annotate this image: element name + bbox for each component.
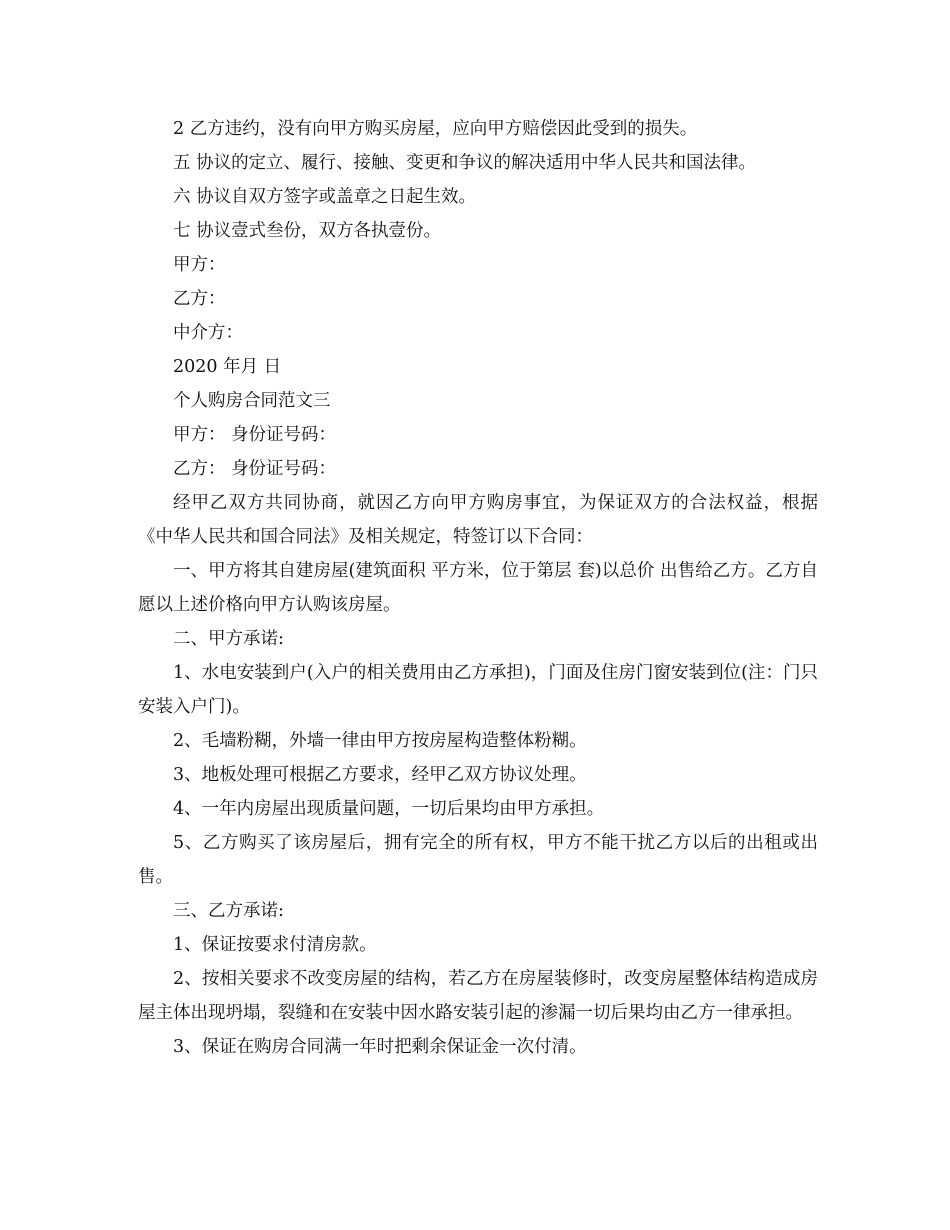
signature-agent: 中介方： — [173, 323, 243, 343]
preamble-paragraph: 经甲乙双方共同协商，就因乙方向甲方购房事宜，为保证双方的合法权益，根据《中华人民共和国合同法》及相关规定，特签订以下合同： — [138, 493, 818, 547]
party-b-item-2: 2、按相关要求不改变房屋的结构，若乙方在房屋装修时，改变房屋整体结构造成房屋主体出现坍塌，裂缝和在安装中因水路安装引起的渗漏一切后果均由乙方一律承担。 — [138, 969, 818, 1023]
clause-effective-date: 六 协议自双方签字或盖章之日起生效。 — [173, 187, 477, 207]
party-b-item-1: 1、保证按要求付清房款。 — [173, 935, 377, 955]
signature-date: 2020 年月 日 — [173, 357, 282, 377]
party-a-item-4: 4、一年内房屋出现质量问题，一切后果均由甲方承担。 — [173, 799, 605, 819]
party-a-item-1: 1、水电安装到户(入户的相关费用由乙方承担)，门面及住房门窗安装到位(注：门只安装入户门)。 — [138, 663, 818, 717]
clause-copies: 七 协议壹式叁份，双方各执壹份。 — [173, 221, 442, 241]
clause-breach-compensation: 2 乙方违约，没有向甲方购买房屋，应向甲方赔偿因此受到的损失。 — [173, 119, 698, 139]
party-b-item-3: 3、保证在购房合同满一年时把剩余保证金一次付清。 — [173, 1037, 587, 1057]
signature-party-b: 乙方： — [173, 289, 226, 309]
heading-party-b-commitments: 三、乙方承诺: — [173, 901, 284, 921]
party-a-item-5: 5、乙方购买了该房屋后，拥有完全的所有权，甲方不能干扰乙方以后的出租或出售。 — [138, 833, 818, 887]
party-a-item-2: 2、毛墙粉糊，外墙一律由甲方按房屋构造整体粉糊。 — [173, 731, 587, 751]
document-body — [138, 112, 818, 1064]
clause-applicable-law: 五 协议的定立、履行、接触、变更和争议的解决适用中华人民共和国法律。 — [173, 153, 757, 173]
section-title: 个人购房合同范文三 — [173, 391, 331, 411]
party-b-id-line: 乙方： 身份证号码： — [173, 459, 337, 479]
signature-party-a: 甲方： — [173, 255, 226, 275]
heading-party-a-commitments: 二、甲方承诺: — [173, 629, 284, 649]
clause-one-sale: 一、甲方将其自建房屋(建筑面积 平方米，位于第层 套)以总价 出售给乙方。乙方自愿以上述价格向甲方认购该房屋。 — [138, 561, 818, 615]
party-a-id-line: 甲方： 身份证号码： — [173, 425, 337, 445]
party-a-item-3: 3、地板处理可根据乙方要求，经甲乙双方协议处理。 — [173, 765, 587, 785]
